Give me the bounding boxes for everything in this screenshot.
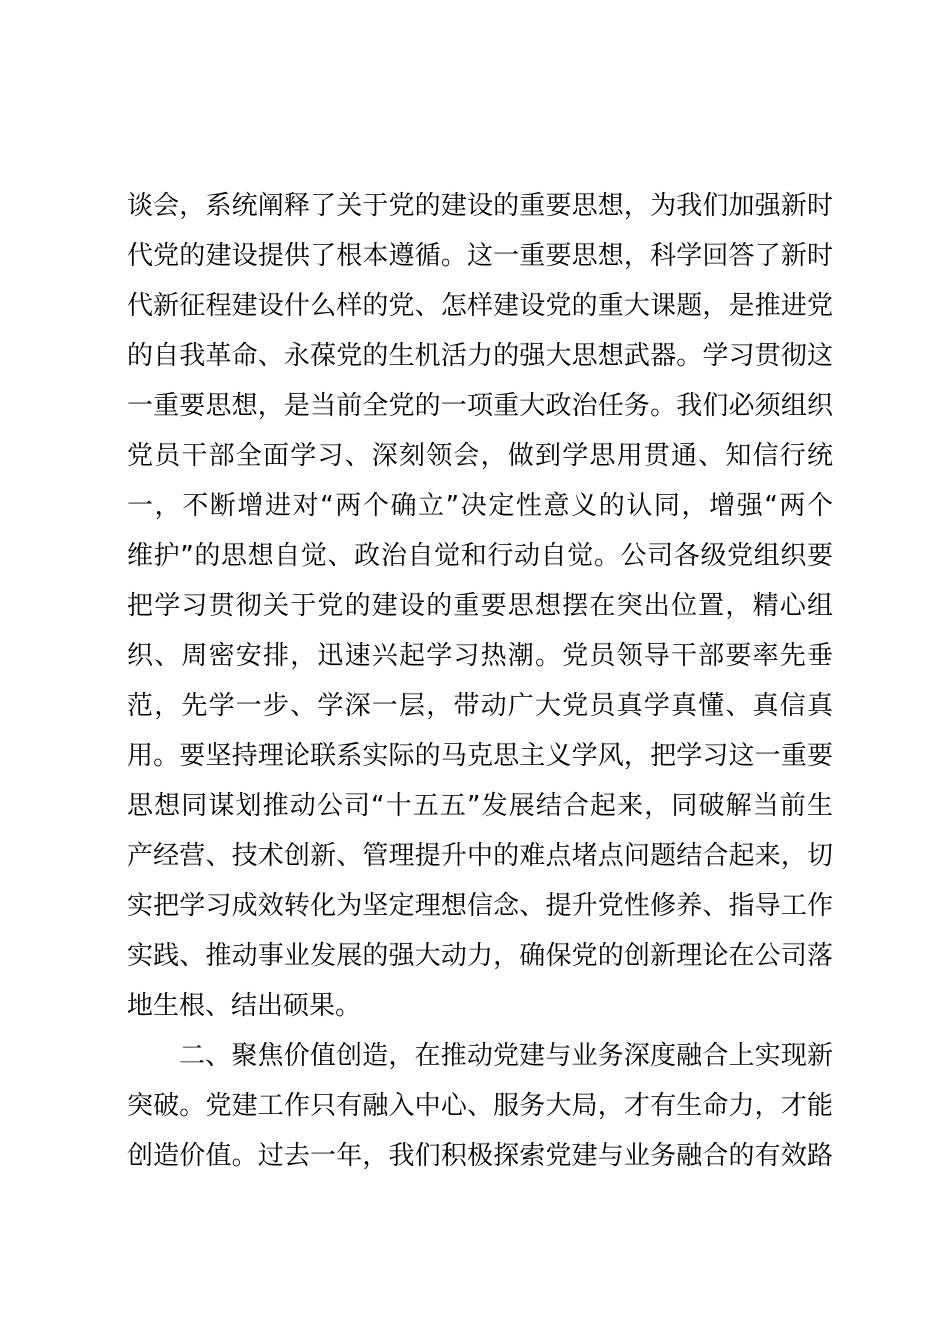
paragraph-last-line: 地生根、结出硕果。 [127, 991, 362, 1021]
section-heading-line: 二、聚焦价值创造，在推动党建与业务深度融合上实现新 [179, 1041, 833, 1071]
text-line: 的自我革命、永葆党的生机活力的强大思想武器。学习贯彻这 [127, 341, 833, 371]
text-line: 创造价值。过去一年，我们积极探索党建与业务融合的有效路 [127, 1141, 833, 1171]
text-line: 维护”的思想自觉、政治自觉和行动自觉。公司各级党组织要 [127, 541, 833, 571]
text-line: 织、周密安排，迅速兴起学习热潮。党员领导干部要率先垂 [127, 641, 833, 671]
text-line: 产经营、技术创新、管理提升中的难点堵点问题结合起来，切 [127, 841, 833, 871]
body-text [127, 181, 833, 1181]
text-line: 一，不断增进对“两个确立”决定性意义的认同，增强“两个 [127, 491, 833, 521]
text-line: 代新征程建设什么样的党、怎样建设党的重大课题，是推进党 [127, 291, 833, 321]
text-line: 突破。党建工作只有融入中心、服务大局，才有生命力，才能 [127, 1091, 833, 1121]
text-line: 用。要坚持理论联系实际的马克思主义学风，把学习这一重要 [127, 741, 833, 771]
text-line: 实把学习成效转化为坚定理想信念、提升党性修养、指导工作 [127, 891, 833, 921]
text-line: 一重要思想，是当前全党的一项重大政治任务。我们必须组织 [127, 391, 833, 421]
text-line: 代党的建设提供了根本遵循。这一重要思想，科学回答了新时 [127, 241, 833, 271]
text-line: 实践、推动事业发展的强大动力，确保党的创新理论在公司落 [127, 941, 833, 971]
text-line: 党员干部全面学习、深刻领会，做到学思用贯通、知信行统 [127, 441, 833, 471]
text-line: 思想同谋划推动公司“十五五”发展结合起来，同破解当前生 [127, 791, 833, 821]
text-line: 范，先学一步、学深一层，带动广大党员真学真懂、真信真 [127, 691, 833, 721]
text-line: 把学习贯彻关于党的建设的重要思想摆在突出位置，精心组 [127, 591, 833, 621]
text-line: 谈会，系统阐释了关于党的建设的重要思想，为我们加强新时 [127, 191, 833, 221]
